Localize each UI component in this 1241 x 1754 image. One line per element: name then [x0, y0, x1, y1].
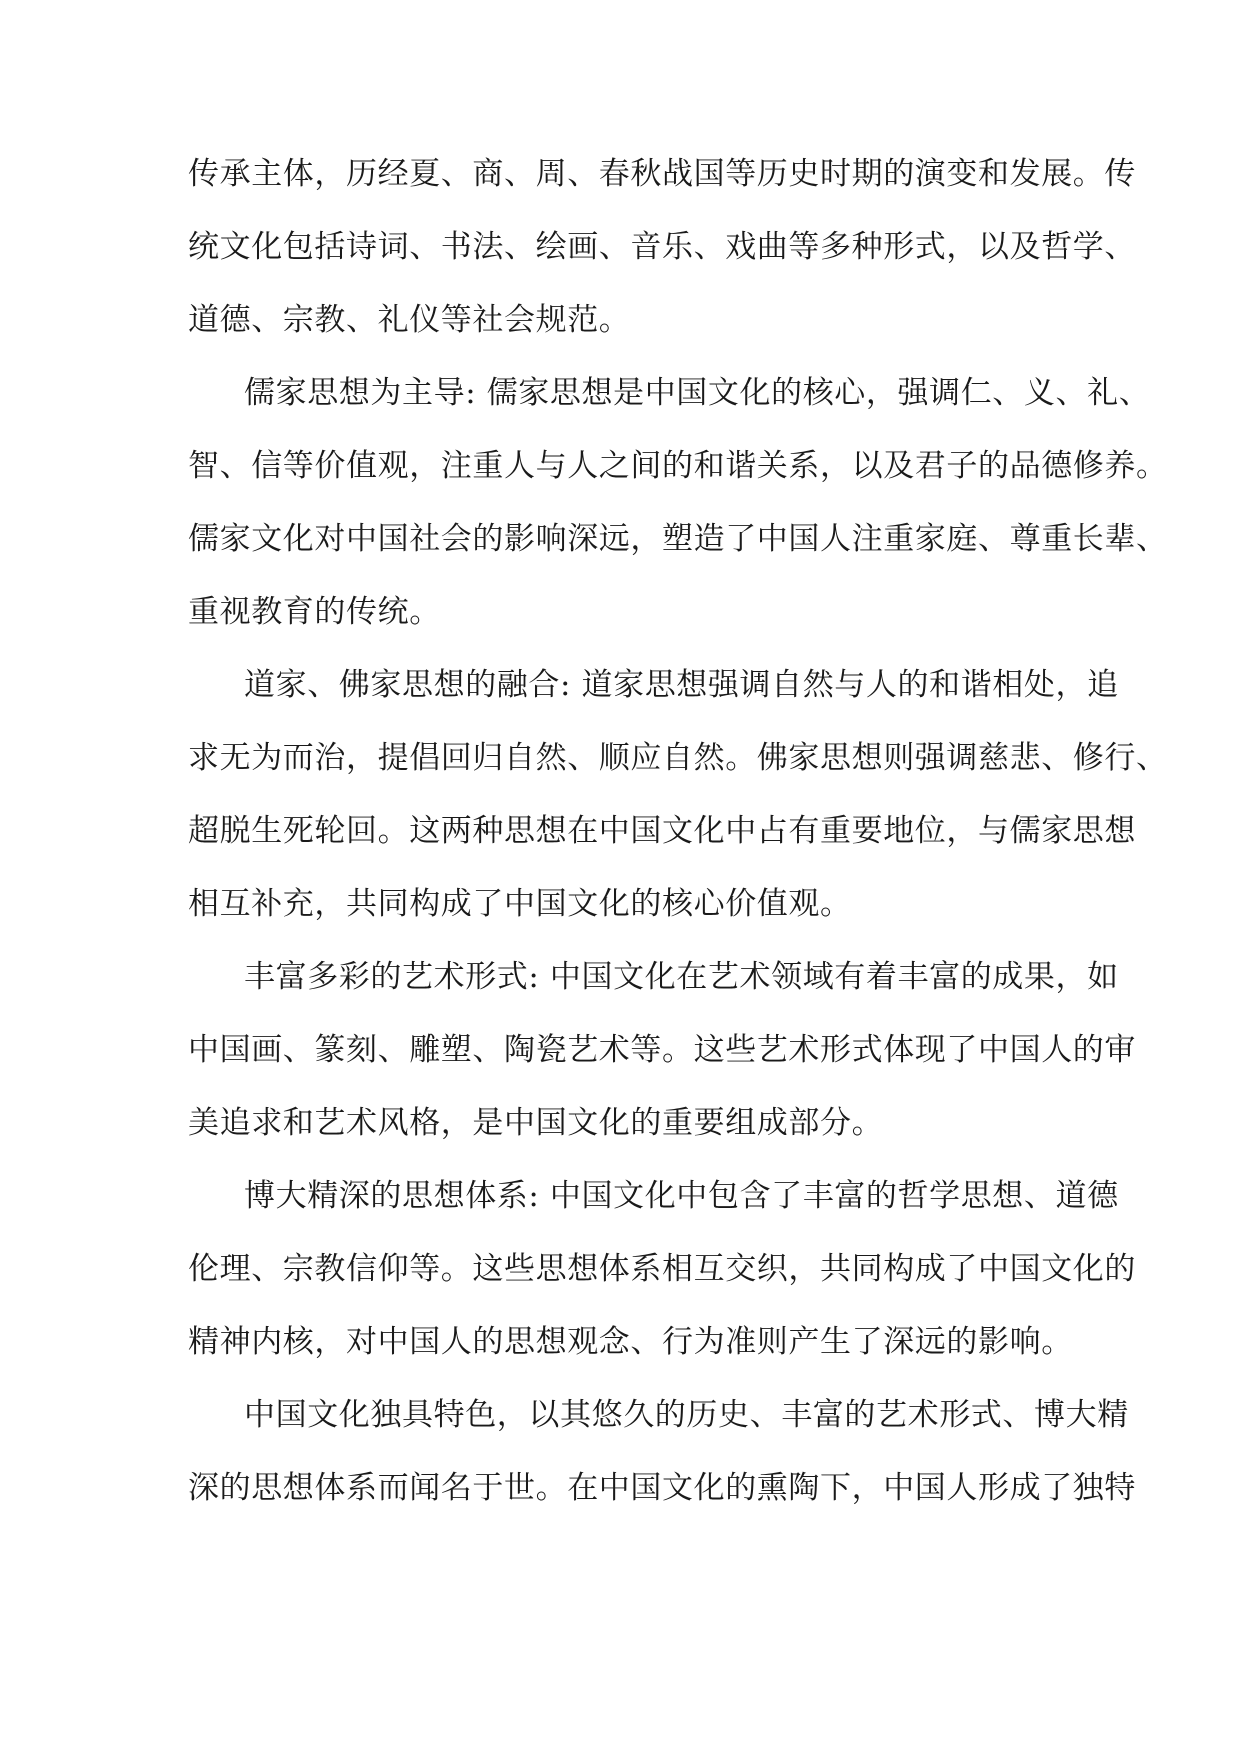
- text-line: 深的思想体系而闻名于世。在中国文化的熏陶下，中国人形成了独特: [188, 1470, 1136, 1506]
- text-line: 传承主体，历经夏、商、周、春秋战国等历史时期的演变和发展。传: [188, 156, 1136, 192]
- text-line: 相互补充，共同构成了中国文化的核心价值观。: [188, 886, 852, 922]
- text-line: 超脱生死轮回。这两种思想在中国文化中占有重要地位，与儒家思想: [188, 813, 1136, 849]
- text-line: 中国画、篆刻、雕塑、陶瓷艺术等。这些艺术形式体现了中国人的审: [188, 1032, 1136, 1068]
- text-line: 美追求和艺术风格，是中国文化的重要组成部分。: [188, 1105, 884, 1141]
- text-line: 儒家文化对中国社会的影响深远，塑造了中国人注重家庭、尊重长辈、: [188, 521, 1168, 557]
- paragraph-6: [188, 1379, 1136, 1525]
- text-line: 丰富多彩的艺术形式: 中国文化在艺术领域有着丰富的成果，如: [244, 959, 1119, 995]
- text-line: 伦理、宗教信仰等。这些思想体系相互交织，共同构成了中国文化的: [188, 1251, 1136, 1287]
- paragraph-5: [188, 1160, 1136, 1379]
- paragraph-1: [188, 138, 1136, 357]
- text-line: 道德、宗教、礼仪等社会规范。: [188, 302, 631, 338]
- paragraph-4: [188, 941, 1136, 1160]
- text-line: 重视教育的传统。: [188, 594, 441, 630]
- text-line: 统文化包括诗词、书法、绘画、音乐、戏曲等多种形式，以及哲学、: [188, 229, 1136, 265]
- paragraph-3: [188, 649, 1168, 941]
- text-line: 精神内核，对中国人的思想观念、行为准则产生了深远的影响。: [188, 1324, 1073, 1360]
- paragraph-2: [188, 357, 1168, 649]
- text-line: 求无为而治，提倡回归自然、顺应自然。佛家思想则强调慈悲、修行、: [188, 740, 1168, 776]
- text-line: 中国文化独具特色，以其悠久的历史、丰富的艺术形式、博大精: [244, 1397, 1129, 1433]
- text-line: 智、信等价值观，注重人与人之间的和谐关系，以及君子的品德修养。: [188, 448, 1168, 484]
- text-line: 道家、佛家思想的融合: 道家思想强调自然与人的和谐相处，追: [244, 667, 1119, 703]
- document-body: [188, 138, 1168, 1525]
- text-line: 儒家思想为主导: 儒家思想是中国文化的核心，强调仁、义、礼、: [244, 375, 1151, 411]
- text-line: 博大精深的思想体系: 中国文化中包含了丰富的哲学思想、道德: [244, 1178, 1119, 1214]
